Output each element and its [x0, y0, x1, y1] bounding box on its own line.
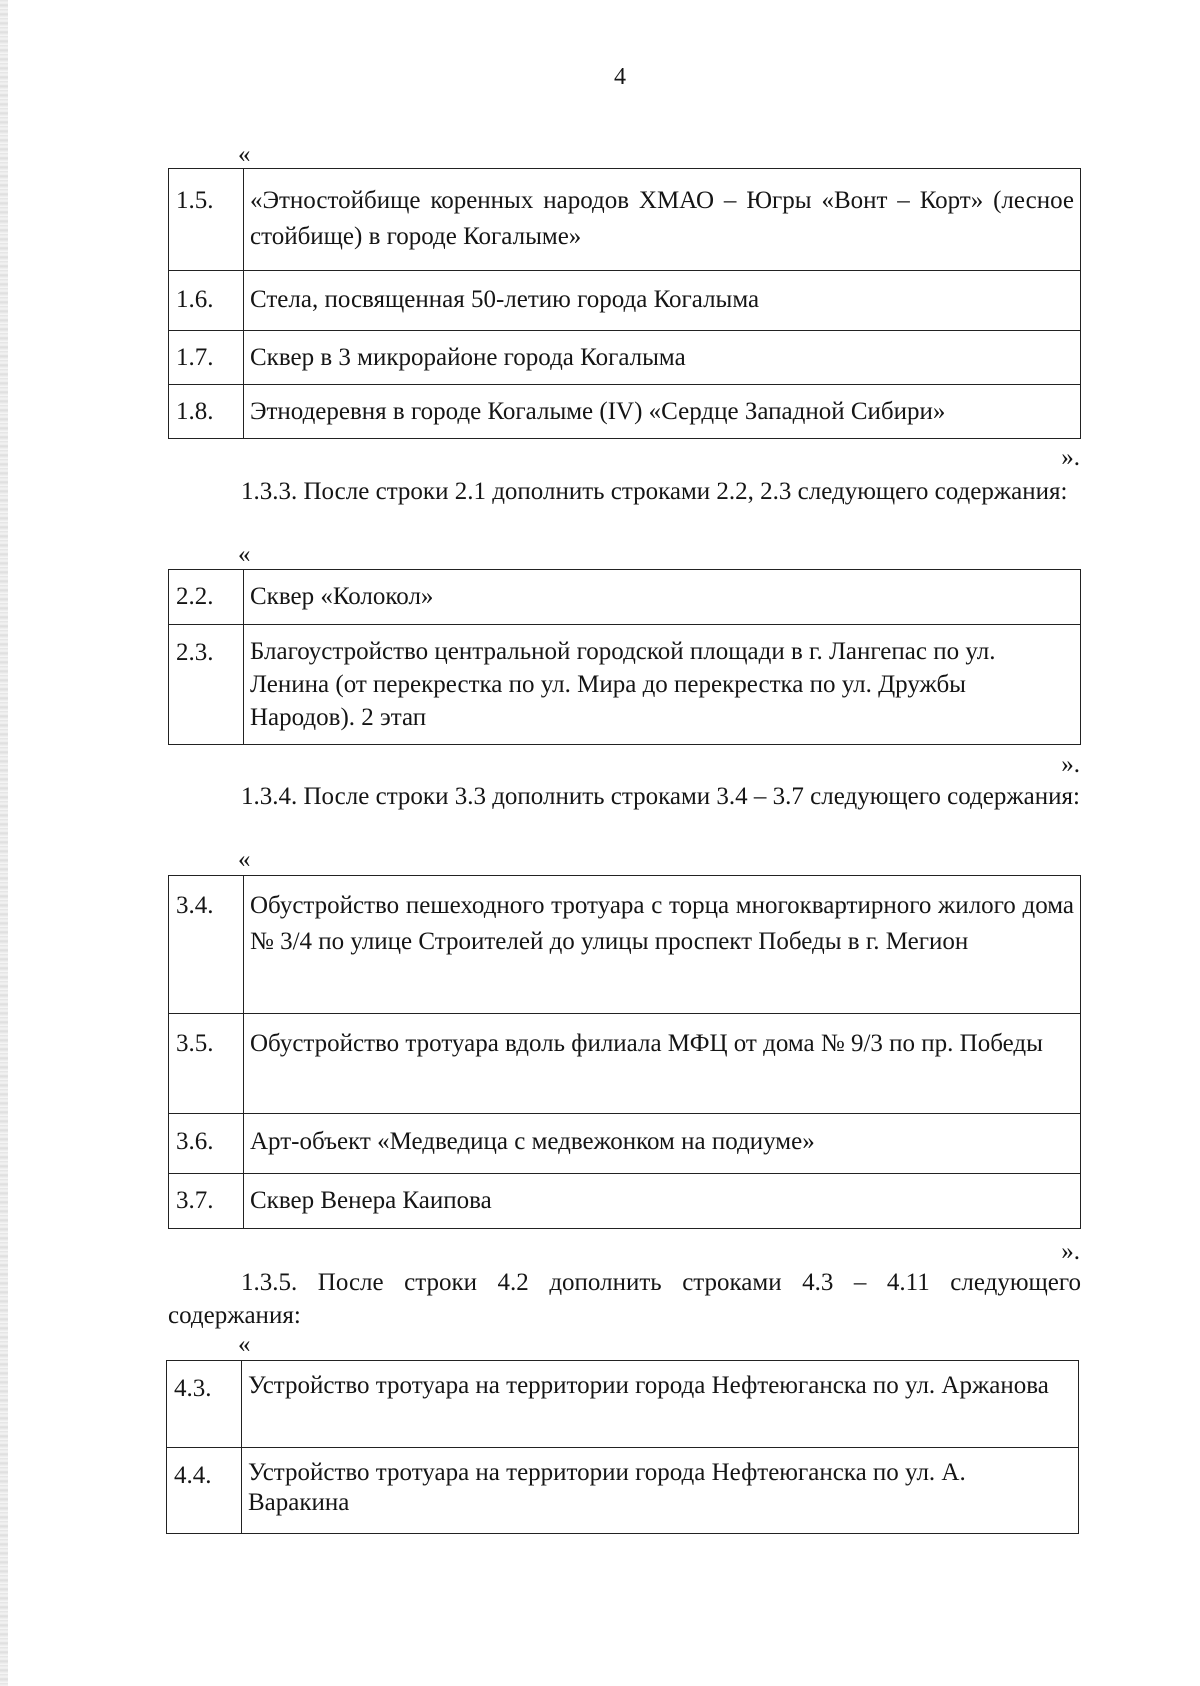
row-text: Благоустройство центральной городской площади в г. Лангепас по ул. Ленина (от перекрестка по ул. Мира до перекрестка по ул. Дружбы Народов). 2 этап	[244, 625, 1081, 745]
row-number: 3.4.	[169, 876, 244, 1014]
table-row	[169, 1174, 1081, 1229]
quote-close: ».	[1061, 444, 1080, 471]
quote-open: «	[238, 141, 251, 168]
row-number: 1.8.	[169, 385, 244, 439]
row-text: Сквер в 3 микрорайоне города Когалыма	[244, 331, 1081, 385]
row-number: 3.6.	[169, 1114, 244, 1174]
row-number: 2.3.	[169, 625, 244, 745]
quote-close: ».	[1061, 751, 1080, 778]
table-row	[169, 1114, 1081, 1174]
quote-close: ».	[1061, 1238, 1080, 1265]
table-row	[169, 625, 1081, 745]
quote-open: «	[238, 541, 251, 568]
paragraph-1-3-3: 1.3.3. После строки 2.1 дополнить строками 2.2, 2.3 следующего содержания:	[241, 478, 1068, 505]
row-text: Сквер Венера Каипова	[244, 1174, 1081, 1229]
quote-open: «	[238, 846, 251, 873]
row-text: Арт-объект «Медведица с медвежонком на подиуме»	[244, 1114, 1081, 1174]
row-number: 1.7.	[169, 331, 244, 385]
table-row	[169, 876, 1081, 1014]
row-text: Обустройство пешеходного тротуара с торца многоквартирного жилого дома № 3/4 по улице Строителей до улицы проспект Победы в г. Мегион	[244, 876, 1081, 1014]
table-2	[168, 569, 1081, 745]
table-1	[168, 168, 1081, 439]
table-row	[169, 271, 1081, 331]
row-number: 1.6.	[169, 271, 244, 331]
row-text: Устройство тротуара на территории города Нефтеюганска по ул. Аржанова	[242, 1361, 1079, 1448]
table-row	[167, 1448, 1079, 1534]
row-number: 2.2.	[169, 570, 244, 625]
row-text: «Этностойбище коренных народов ХМАО – Югры «Вонт – Корт» (лесное стойбище) в городе Когалыме»	[244, 169, 1081, 271]
table-row	[169, 169, 1081, 271]
table-row	[169, 1014, 1081, 1114]
row-text: Обустройство тротуара вдоль филиала МФЦ от дома № 9/3 по пр. Победы	[244, 1014, 1081, 1114]
table-row	[167, 1361, 1079, 1448]
table-3	[168, 875, 1081, 1229]
row-text: Устройство тротуара на территории города Нефтеюганска по ул. А. Варакина	[242, 1448, 1079, 1534]
quote-open: «	[238, 1331, 251, 1358]
row-text: Стела, посвященная 50-летию города Когалыма	[244, 271, 1081, 331]
table-4	[166, 1360, 1079, 1534]
row-number: 3.5.	[169, 1014, 244, 1114]
row-number: 1.5.	[169, 169, 244, 271]
row-number: 4.3.	[167, 1361, 242, 1448]
row-text: Сквер «Колокол»	[244, 570, 1081, 625]
page-number: 4	[614, 64, 626, 90]
row-number: 4.4.	[167, 1448, 242, 1534]
table-row	[169, 570, 1081, 625]
table-row	[169, 331, 1081, 385]
row-number: 3.7.	[169, 1174, 244, 1229]
table-row	[169, 385, 1081, 439]
paragraph-1-3-5: 1.3.5. После строки 4.2 дополнить строками 4.3 – 4.11 следующего содержания:	[168, 1269, 1081, 1329]
row-text: Этнодеревня в городе Когалыме (IV) «Сердце Западной Сибири»	[244, 385, 1081, 439]
scan-edge	[0, 0, 8, 1686]
paragraph-1-3-4: 1.3.4. После строки 3.3 дополнить строками 3.4 – 3.7 следующего содержания:	[241, 783, 1080, 810]
